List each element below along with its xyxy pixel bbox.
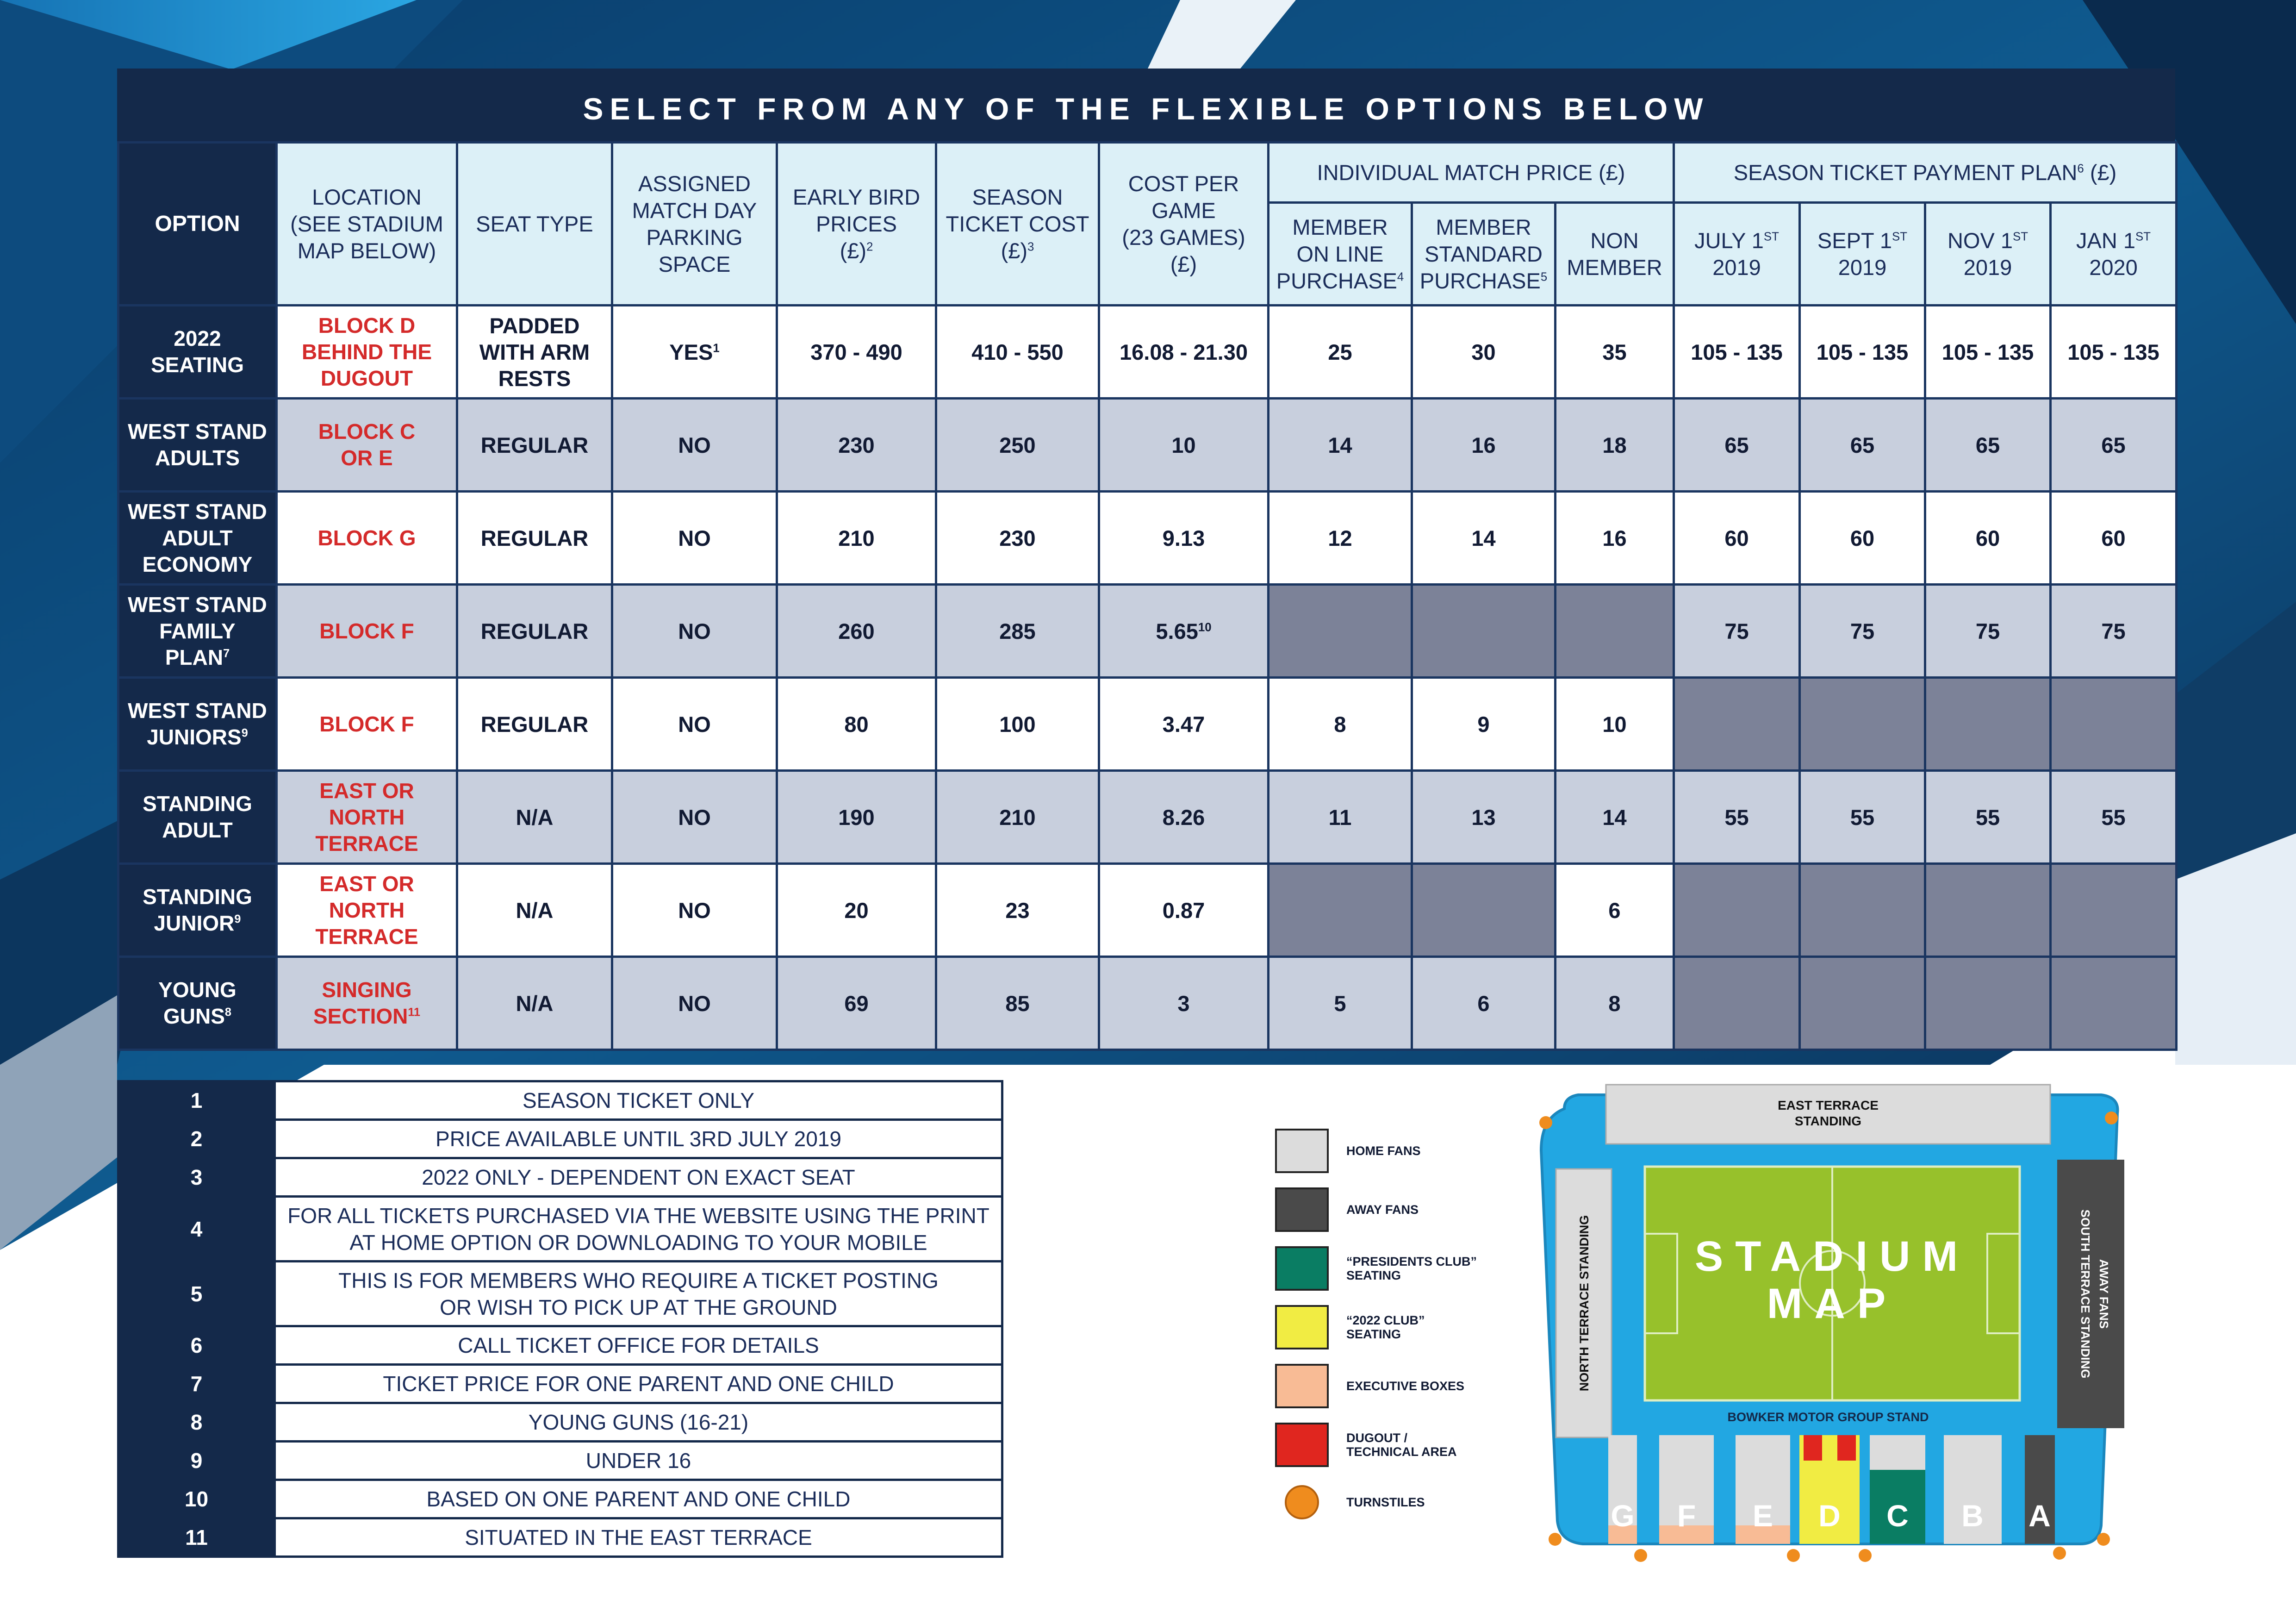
row-cost-per-game: 0.87 <box>1099 864 1269 957</box>
row-plan-july: 105 - 135 <box>1674 306 1800 399</box>
block-label-e: E <box>1752 1499 1773 1533</box>
header-plan-sept: SEPT 1ST 2019 <box>1800 203 1925 306</box>
row-non-member: 8 <box>1556 957 1674 1050</box>
header-seat-type: SEAT TYPE <box>457 143 612 306</box>
footnote-row <box>118 1326 1002 1365</box>
row-member-standard: 13 <box>1412 771 1556 864</box>
footnote-row <box>118 1480 1002 1518</box>
row-parking: NO <box>612 585 777 678</box>
footnote-number: 2 <box>118 1120 275 1158</box>
row-member-standard-unavailable <box>1412 864 1556 957</box>
legend-executive-boxes: EXECUTIVE BOXES <box>1275 1364 1485 1408</box>
row-early-bird: 210 <box>777 492 936 585</box>
row-plan-jan: 60 <box>2051 492 2177 585</box>
row-plan-sept-unavailable <box>1800 957 1925 1050</box>
row-season-cost: 85 <box>936 957 1099 1050</box>
dugout-left <box>1804 1435 1822 1461</box>
row-cost-per-game: 9.13 <box>1099 492 1269 585</box>
row-plan-sept: 105 - 135 <box>1800 306 1925 399</box>
row-plan-jan-unavailable <box>2051 678 2177 771</box>
row-option: STANDING JUNIOR$^9$ <box>118 864 277 957</box>
row-plan-jan: 55 <box>2051 771 2177 864</box>
row-plan-nov: 105 - 135 <box>1925 306 2051 399</box>
row-non-member: 6 <box>1556 864 1674 957</box>
row-seat-type: N/A <box>457 771 612 864</box>
row-early-bird: 20 <box>777 864 936 957</box>
row-plan-july: 65 <box>1674 399 1800 492</box>
turnstile-icon <box>1549 1533 1562 1546</box>
footnote-text: SEASON TICKET ONLY <box>275 1081 1002 1120</box>
row-cost-per-game: 8.26 <box>1099 771 1269 864</box>
dugout-swatch <box>1275 1423 1329 1467</box>
header-parking: ASSIGNED MATCH DAY PARKING SPACE <box>612 143 777 306</box>
header-member-online: MEMBER ON LINE PURCHASE$^4$ <box>1269 203 1412 306</box>
row-season-cost: 410 - 550 <box>936 306 1099 399</box>
header-member-standard: MEMBER STANDARD PURCHASE$^5$ <box>1412 203 1556 306</box>
row-option: WEST STAND ADULT ECONOMY <box>118 492 277 585</box>
row-option: WEST STAND ADULTS <box>118 399 277 492</box>
page-title: SELECT FROM ANY OF THE FLEXIBLE OPTIONS BELOW <box>583 92 1710 126</box>
row-seat-type: N/A <box>457 864 612 957</box>
row-cost-per-game: 3 <box>1099 957 1269 1050</box>
row-early-bird: 260 <box>777 585 936 678</box>
footnote-number: 5 <box>118 1262 275 1326</box>
row-member-online: 12 <box>1269 492 1412 585</box>
row-member-standard: 6 <box>1412 957 1556 1050</box>
footnotes-table <box>117 1080 1003 1558</box>
footnote-row <box>118 1518 1002 1557</box>
presidents-club-swatch <box>1275 1246 1329 1291</box>
row-non-member: 14 <box>1556 771 1674 864</box>
row-season-cost: 23 <box>936 864 1099 957</box>
row-location: BLOCK G <box>277 492 457 585</box>
row-season-cost: 210 <box>936 771 1099 864</box>
pricing-table <box>117 141 2178 1051</box>
row-early-bird: 190 <box>777 771 936 864</box>
footnote-number: 11 <box>118 1518 275 1557</box>
turnstile-icon <box>2105 1112 2118 1124</box>
row-seat-type: REGULAR <box>457 492 612 585</box>
row-parking: NO <box>612 957 777 1050</box>
footnote-text: BASED ON ONE PARENT AND ONE CHILD <box>275 1480 1002 1518</box>
row-parking: NO <box>612 678 777 771</box>
row-member-online: 14 <box>1269 399 1412 492</box>
north-terrace-label-rot: NORTH TERRACE STANDING <box>1577 1215 1591 1392</box>
footnote-number: 6 <box>118 1326 275 1365</box>
block-label-f: F <box>1677 1499 1696 1533</box>
row-non-member-unavailable <box>1556 585 1674 678</box>
header-payment-plan: SEASON TICKET PAYMENT PLAN$^6$ (£) <box>1674 143 2177 203</box>
row-cost-per-game: 16.08 - 21.30 <box>1099 306 1269 399</box>
header-option: OPTION <box>118 143 277 306</box>
row-parking: NO <box>612 399 777 492</box>
row-plan-nov-unavailable <box>1925 957 2051 1050</box>
row-plan-sept: 65 <box>1800 399 1925 492</box>
header-early-bird: EARLY BIRD PRICES (£)$^2$ <box>777 143 936 306</box>
row-season-cost: 100 <box>936 678 1099 771</box>
row-plan-sept: 75 <box>1800 585 1925 678</box>
footnote-row <box>118 1262 1002 1326</box>
legend-away-fans: AWAY FANS <box>1275 1187 1485 1232</box>
table-row <box>118 771 2177 864</box>
block-label-d: D <box>1818 1499 1841 1533</box>
row-plan-nov: 75 <box>1925 585 2051 678</box>
row-plan-nov: 55 <box>1925 771 2051 864</box>
away-fans-label: AWAY FANS <box>2097 1259 2111 1329</box>
row-location: EAST OR NORTH TERRACE <box>277 771 457 864</box>
row-seat-type: REGULAR <box>457 399 612 492</box>
row-plan-jan: 105 - 135 <box>2051 306 2177 399</box>
footnote-text: YOUNG GUNS (16-21) <box>275 1403 1002 1442</box>
legend-dugout: DUGOUT / TECHNICAL AREA <box>1275 1423 1485 1467</box>
pitch-label-map: MAP <box>1767 1280 1898 1327</box>
row-member-standard: 9 <box>1412 678 1556 771</box>
footnote-text: SITUATED IN THE EAST TERRACE <box>275 1518 1002 1557</box>
east-terrace-label-2: STANDING <box>1794 1114 1862 1128</box>
row-parking: NO <box>612 492 777 585</box>
table-row <box>118 864 2177 957</box>
row-season-cost: 285 <box>936 585 1099 678</box>
header-non-member: NON MEMBER <box>1556 203 1674 306</box>
footnote-text: TICKET PRICE FOR ONE PARENT AND ONE CHILD <box>275 1365 1002 1403</box>
row-plan-sept: 55 <box>1800 771 1925 864</box>
row-location: BLOCK F <box>277 585 457 678</box>
row-early-bird: 370 - 490 <box>777 306 936 399</box>
legend-home-fans: HOME FANS <box>1275 1129 1485 1173</box>
away-fans-swatch <box>1275 1187 1329 1232</box>
row-plan-july: 55 <box>1674 771 1800 864</box>
row-early-bird: 69 <box>777 957 936 1050</box>
header-plan-nov: NOV 1ST 2019 <box>1925 203 2051 306</box>
footnote-text: PRICE AVAILABLE UNTIL 3RD JULY 2019 <box>275 1120 1002 1158</box>
row-plan-jan: 75 <box>2051 585 2177 678</box>
row-cost-per-game: 10 <box>1099 399 1269 492</box>
row-member-standard-unavailable <box>1412 585 1556 678</box>
dugout-right <box>1837 1435 1856 1461</box>
footnote-text: 2022 ONLY - DEPENDENT ON EXACT SEAT <box>275 1158 1002 1197</box>
row-member-online: 5 <box>1269 957 1412 1050</box>
table-row <box>118 399 2177 492</box>
row-location: BLOCK C OR E <box>277 399 457 492</box>
row-parking: YES$^1$ <box>612 306 777 399</box>
row-location: EAST OR NORTH TERRACE <box>277 864 457 957</box>
footnote-row <box>118 1403 1002 1442</box>
row-member-standard: 30 <box>1412 306 1556 399</box>
row-plan-nov: 60 <box>1925 492 2051 585</box>
row-seat-type: REGULAR <box>457 585 612 678</box>
footnote-row <box>118 1081 1002 1120</box>
table-row <box>118 678 2177 771</box>
header-location: LOCATION (SEE STADIUM MAP BELOW) <box>277 143 457 306</box>
legend-presidents-club: “PRESIDENTS CLUB” SEATING <box>1275 1246 1485 1291</box>
home-fans-swatch <box>1275 1129 1329 1173</box>
row-plan-july: 75 <box>1674 585 1800 678</box>
block-label-b: B <box>1961 1499 1984 1533</box>
legend-2022-club: “2022 CLUB” SEATING <box>1275 1305 1485 1349</box>
row-plan-sept-unavailable <box>1800 864 1925 957</box>
row-option: 2022 SEATING <box>118 306 277 399</box>
row-member-online: 25 <box>1269 306 1412 399</box>
footnote-text: CALL TICKET OFFICE FOR DETAILS <box>275 1326 1002 1365</box>
pitch-label-stadium: STADIUM <box>1694 1233 1970 1280</box>
row-season-cost: 230 <box>936 492 1099 585</box>
header-season-cost: SEASON TICKET COST (£)$^3$ <box>936 143 1099 306</box>
header-cost-per-game: COST PER GAME (23 GAMES) (£) <box>1099 143 1269 306</box>
row-plan-july-unavailable <box>1674 957 1800 1050</box>
row-member-online: 8 <box>1269 678 1412 771</box>
row-plan-sept-unavailable <box>1800 678 1925 771</box>
footnote-row <box>118 1365 1002 1403</box>
footnote-text: UNDER 16 <box>275 1442 1002 1480</box>
block-label-a: A <box>2028 1499 2051 1533</box>
turnstile-icon <box>1787 1549 1800 1562</box>
turnstile-icon <box>1859 1549 1872 1562</box>
row-option: WEST STAND JUNIORS$^9$ <box>118 678 277 771</box>
legend-turnstiles: TURNSTILES <box>1275 1485 1485 1519</box>
row-plan-nov-unavailable <box>1925 678 2051 771</box>
block-label-c: C <box>1886 1499 1909 1533</box>
header-plan-july: JULY 1ST 2019 <box>1674 203 1800 306</box>
stadium-map <box>1527 1081 2129 1562</box>
south-terrace-label: SOUTH TERRACE STANDING <box>2078 1209 2092 1379</box>
row-seat-type: N/A <box>457 957 612 1050</box>
header-individual-match-price: INDIVIDUAL MATCH PRICE (£) <box>1269 143 1674 203</box>
footnote-text: FOR ALL TICKETS PURCHASED VIA THE WEBSITE USING THE PRINT AT HOME OPTION OR DOWNLOADING TO YOUR MOBILE <box>275 1197 1002 1262</box>
row-seat-type: REGULAR <box>457 678 612 771</box>
row-parking: NO <box>612 864 777 957</box>
turnstile-icon <box>2053 1547 2066 1560</box>
table-row <box>118 492 2177 585</box>
row-non-member: 35 <box>1556 306 1674 399</box>
row-plan-jan-unavailable <box>2051 957 2177 1050</box>
row-member-standard: 16 <box>1412 399 1556 492</box>
row-cost-per-game: 3.47 <box>1099 678 1269 771</box>
row-plan-sept: 60 <box>1800 492 1925 585</box>
row-plan-july-unavailable <box>1674 678 1800 771</box>
row-plan-july: 60 <box>1674 492 1800 585</box>
table-row <box>118 957 2177 1050</box>
row-plan-jan-unavailable <box>2051 864 2177 957</box>
row-non-member: 18 <box>1556 399 1674 492</box>
footnote-row <box>118 1442 1002 1480</box>
row-seat-type: PADDED WITH ARM RESTS <box>457 306 612 399</box>
footnote-number: 8 <box>118 1403 275 1442</box>
row-early-bird: 80 <box>777 678 936 771</box>
footnote-text: THIS IS FOR MEMBERS WHO REQUIRE A TICKET POSTING OR WISH TO PICK UP AT THE GROUND <box>275 1262 1002 1326</box>
row-member-standard: 14 <box>1412 492 1556 585</box>
turnstile-icon <box>1539 1116 1552 1129</box>
row-parking: NO <box>612 771 777 864</box>
row-plan-jan: 65 <box>2051 399 2177 492</box>
row-plan-july-unavailable <box>1674 864 1800 957</box>
row-location: BLOCK F <box>277 678 457 771</box>
club-2022-swatch <box>1275 1305 1329 1349</box>
turnstile-icon <box>1285 1485 1319 1519</box>
header-plan-jan: JAN 1ST 2020 <box>2051 203 2177 306</box>
footnote-number: 1 <box>118 1081 275 1120</box>
row-member-online-unavailable <box>1269 864 1412 957</box>
row-member-online: 11 <box>1269 771 1412 864</box>
row-location: BLOCK D BEHIND THE DUGOUT <box>277 306 457 399</box>
footnote-number: 3 <box>118 1158 275 1197</box>
footnote-row <box>118 1158 1002 1197</box>
row-plan-nov-unavailable <box>1925 864 2051 957</box>
footnote-number: 10 <box>118 1480 275 1518</box>
executive-boxes-swatch <box>1275 1364 1329 1408</box>
footnote-number: 7 <box>118 1365 275 1403</box>
row-option: STANDING ADULT <box>118 771 277 864</box>
footnote-number: 9 <box>118 1442 275 1480</box>
footnote-number: 4 <box>118 1197 275 1262</box>
row-season-cost: 250 <box>936 399 1099 492</box>
table-row <box>118 585 2177 678</box>
row-non-member: 16 <box>1556 492 1674 585</box>
row-member-online-unavailable <box>1269 585 1412 678</box>
table-row <box>118 306 2177 399</box>
turnstile-icon <box>1634 1549 1647 1562</box>
east-terrace-label: EAST TERRACE <box>1778 1098 1879 1112</box>
footnote-row <box>118 1120 1002 1158</box>
west-stand-label: BOWKER MOTOR GROUP STAND <box>1727 1410 1929 1424</box>
row-option: YOUNG GUNS$^8$ <box>118 957 277 1050</box>
row-location: SINGING SECTION$^{11}$ <box>277 957 457 1050</box>
row-plan-nov: 65 <box>1925 399 2051 492</box>
turnstile-icon <box>2097 1533 2110 1546</box>
row-option: WEST STAND FAMILY PLAN$^7$ <box>118 585 277 678</box>
row-non-member: 10 <box>1556 678 1674 771</box>
row-early-bird: 230 <box>777 399 936 492</box>
row-cost-per-game: 5.65$^{10}$ <box>1099 585 1269 678</box>
block-label-g: G <box>1611 1499 1635 1533</box>
footnote-row <box>118 1197 1002 1262</box>
